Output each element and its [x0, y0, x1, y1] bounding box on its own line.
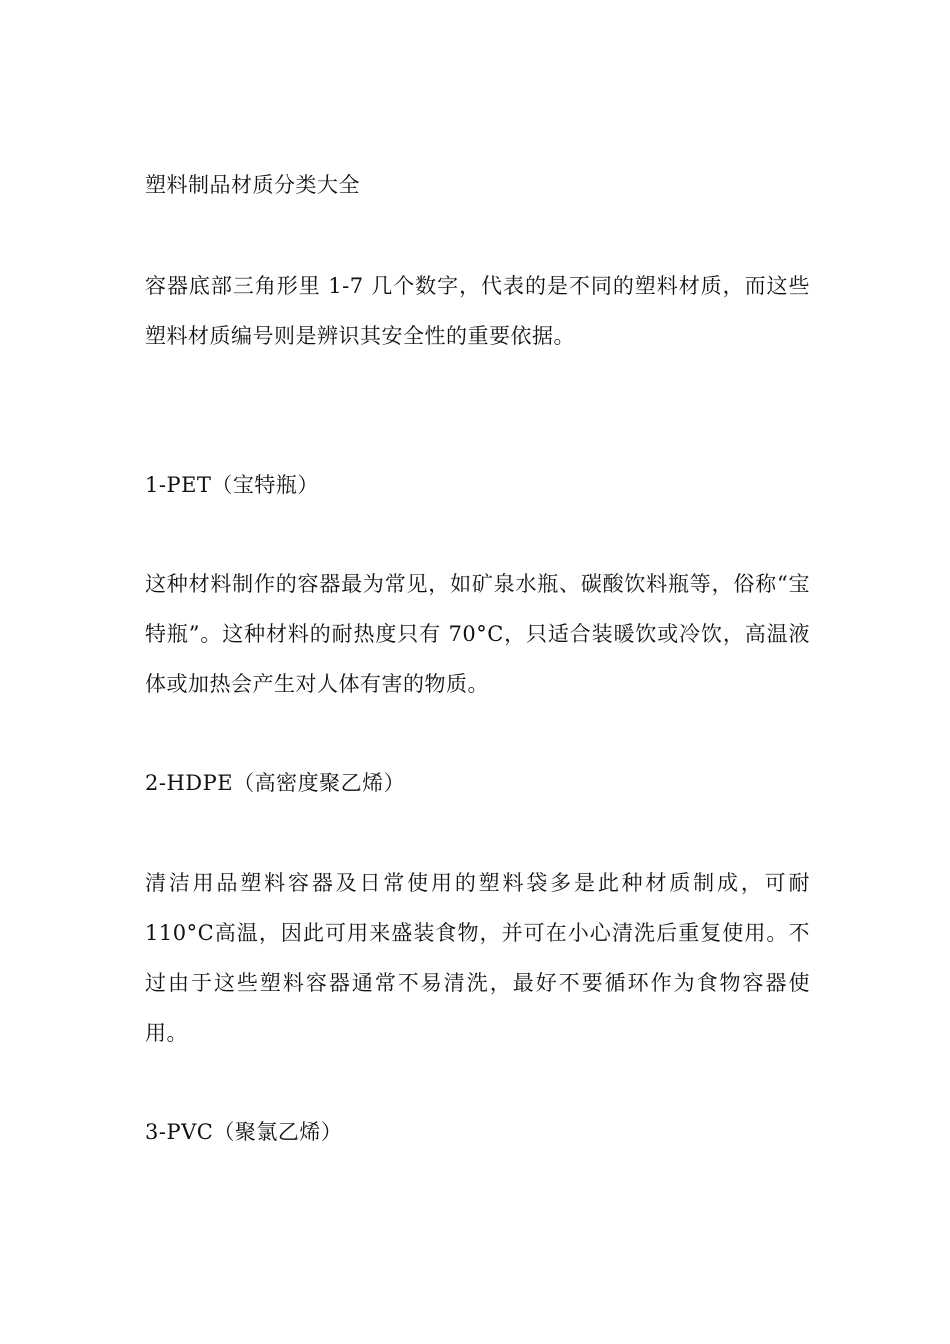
paragraph-line: 110°C高温，因此可用来盛装食物，并可在小心清洗后重复使用。不 [145, 921, 810, 945]
section-heading-pvc [145, 1107, 810, 1157]
title-text: 塑料制品材质分类大全 [145, 173, 360, 197]
paragraph-line: 特瓶”。这种材料的耐热度只有 70°C，只适合装暖饮或冷饮，高温液 [145, 622, 810, 646]
heading-text: 2-HDPE（高密度聚乙烯） [145, 771, 406, 795]
paragraph-line: 清洁用品塑料容器及日常使用的塑料袋多是此种材质制成，可耐 [145, 871, 810, 895]
heading-text: 3-PVC（聚氯乙烯） [145, 1120, 343, 1144]
paragraph-line: 过由于这些塑料容器通常不易清洗，最好不要循环作为食物容器使 [145, 971, 810, 995]
section-heading-hdpe [145, 758, 810, 808]
section-body-hdpe [145, 858, 810, 1058]
section-heading-pet [145, 460, 810, 510]
paragraph-line: 这种材料制作的容器最为常见，如矿泉水瓶、碳酸饮料瓶等，俗称“宝 [145, 572, 810, 596]
heading-text: 1-PET（宝特瓶） [145, 473, 319, 497]
section-body-pet [145, 559, 810, 709]
paragraph-line: 用。 [145, 1021, 188, 1045]
paragraph-line: 塑料材质编号则是辨识其安全性的重要依据。 [145, 324, 575, 348]
paragraph-line: 容器底部三角形里 1-7 几个数字，代表的是不同的塑料材质，而这些 [145, 274, 810, 298]
paragraph-line: 体或加热会产生对人体有害的物质。 [145, 672, 489, 696]
document-title [145, 160, 810, 210]
intro-paragraph [145, 261, 810, 361]
